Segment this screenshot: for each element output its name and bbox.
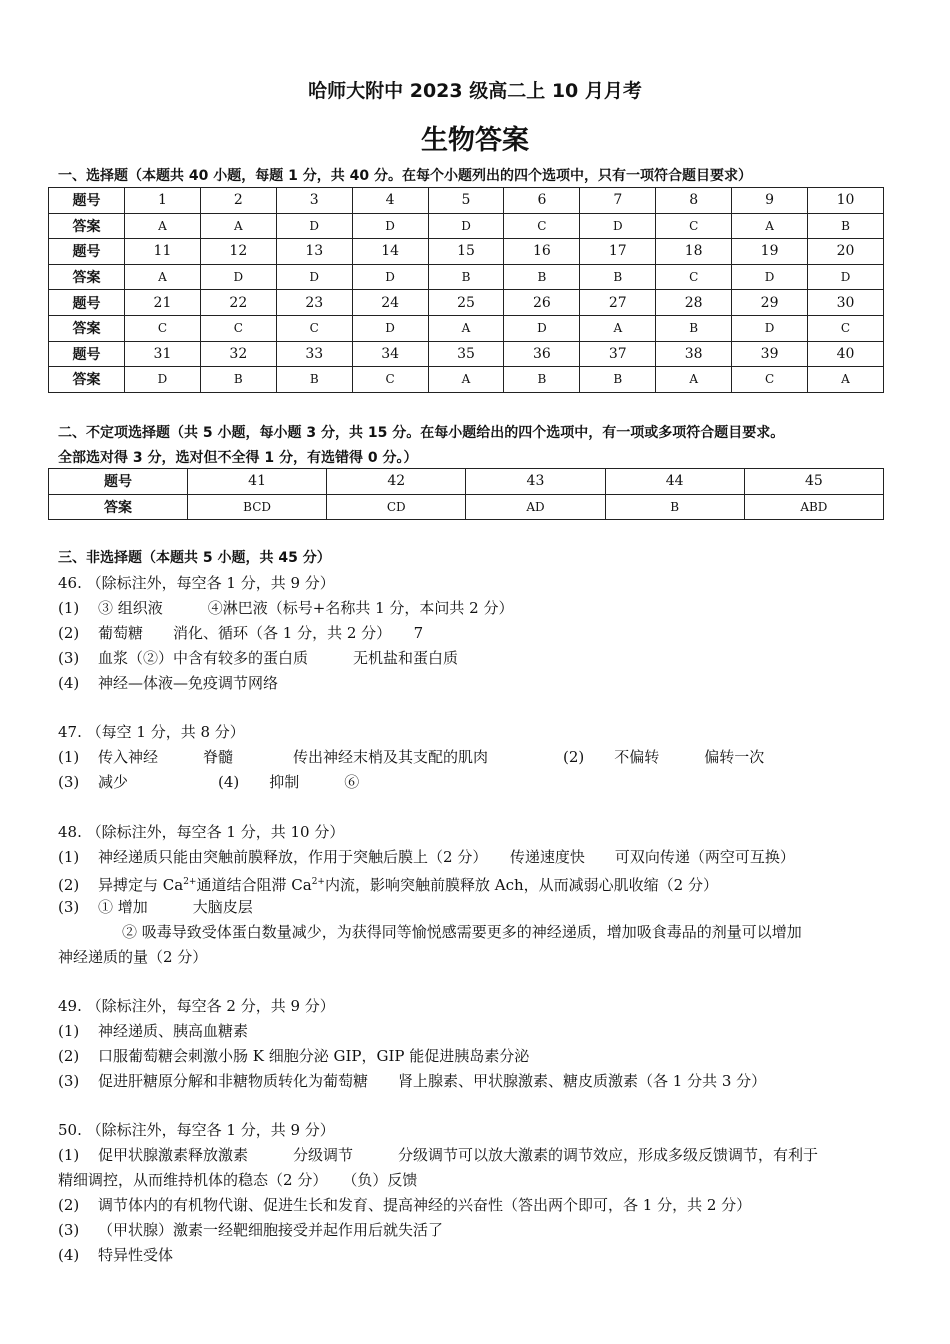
- answer-cell: B: [656, 315, 732, 341]
- q48-heading: 48. （除标注外，每空各 1 分，共 10 分）: [58, 823, 345, 841]
- q46-line-4: [58, 673, 278, 693]
- answer-cell: B: [200, 367, 276, 393]
- table-row: [49, 239, 884, 265]
- item-number: (2): [58, 1047, 80, 1065]
- table-row: [49, 188, 884, 214]
- item-number: (4): [58, 1246, 80, 1264]
- row-label-question: 题号: [49, 290, 125, 316]
- question-number: 15: [428, 239, 504, 265]
- question-number: 13: [276, 239, 352, 265]
- answer-text: 神经—体液—免疫调节网络: [98, 674, 279, 692]
- table-row: [49, 264, 884, 290]
- question-number: 39: [732, 341, 808, 367]
- question-number: 43: [466, 469, 605, 495]
- q47-heading: 47. （每空 1 分，共 8 分）: [58, 723, 245, 741]
- question-number: 32: [200, 341, 276, 367]
- answer-cell: C: [504, 213, 580, 239]
- section2-heading-line1: 二、不定项选择题（共 5 小题，每小题 3 分，共 15 分。在每小题给出的四个选项中，有一项或多项符合题目要求。: [58, 425, 785, 441]
- item-number: (1): [58, 1146, 80, 1164]
- answer-text: 减少 (4) 抑制 ⑥: [98, 773, 360, 791]
- answer-cell: AD: [466, 494, 605, 520]
- question-number: 38: [656, 341, 732, 367]
- q46-line-2: [58, 623, 423, 643]
- question-number: 19: [732, 239, 808, 265]
- answer-cell: ABD: [744, 494, 883, 520]
- question-number: 23: [276, 290, 352, 316]
- q48-line-5: 神经递质的量（2 分）: [58, 948, 208, 966]
- answer-cell: A: [656, 367, 732, 393]
- item-number: (2): [58, 876, 80, 894]
- answer-cell: A: [732, 213, 808, 239]
- item-number: (3): [58, 649, 80, 667]
- answer-cell: B: [580, 367, 656, 393]
- answer-text: 促甲状腺激素释放激素 分级调节 分级调节可以放大激素的调节效应，形成多级反馈调节，有利于: [98, 1146, 819, 1164]
- answer-cell: A: [428, 315, 504, 341]
- question-number: 8: [656, 188, 732, 214]
- question-number: 4: [352, 188, 428, 214]
- question-number: 21: [125, 290, 201, 316]
- q47-line-1: [58, 747, 764, 767]
- answer-cell: D: [125, 367, 201, 393]
- answer-text: 内流，影响突触前膜释放 Ach，从而减弱心肌收缩（2 分）: [324, 876, 718, 894]
- answer-text: 神经递质、胰高血糖素: [98, 1022, 249, 1040]
- answer-cell: D: [200, 264, 276, 290]
- question-number: 41: [188, 469, 327, 495]
- multi-answer-table: [48, 468, 884, 520]
- answer-cell: D: [808, 264, 884, 290]
- table-row: [49, 494, 884, 520]
- q50-heading: 50. （除标注外，每空各 1 分，共 9 分）: [58, 1121, 335, 1139]
- question-number: 12: [200, 239, 276, 265]
- question-number: 16: [504, 239, 580, 265]
- answer-cell: D: [276, 264, 352, 290]
- answer-text: 异搏定与 Ca: [98, 876, 184, 894]
- answer-cell: C: [656, 264, 732, 290]
- answer-cell: C: [276, 315, 352, 341]
- q47-line-2: [58, 772, 359, 792]
- answer-cell: A: [125, 264, 201, 290]
- answer-cell: D: [352, 315, 428, 341]
- q50-line-3: [58, 1195, 751, 1215]
- table-row: [49, 469, 884, 495]
- question-number: 9: [732, 188, 808, 214]
- question-number: 25: [428, 290, 504, 316]
- answer-cell: CD: [327, 494, 466, 520]
- question-number: 44: [605, 469, 744, 495]
- answer-cell: B: [580, 264, 656, 290]
- question-number: 33: [276, 341, 352, 367]
- answer-text: 调节体内的有机物代谢、促进生长和发育、提高神经的兴奋性（答出两个即可，各 1 分，共 2 分）: [98, 1196, 752, 1214]
- question-number: 30: [808, 290, 884, 316]
- answer-cell: C: [352, 367, 428, 393]
- item-number: (3): [58, 898, 80, 916]
- question-number: 20: [808, 239, 884, 265]
- item-number: (1): [58, 1022, 80, 1040]
- answer-cell: D: [352, 264, 428, 290]
- answer-text: 促进肝糖原分解和非糖物质转化为葡萄糖 肾上腺素、甲状腺激素、糖皮质激素（各 1 分共 3 分）: [98, 1072, 767, 1090]
- q50-line-1: [58, 1145, 818, 1165]
- q49-heading: 49. （除标注外，每空各 2 分，共 9 分）: [58, 997, 335, 1015]
- row-label-answer: 答案: [49, 213, 125, 239]
- answer-cell: C: [125, 315, 201, 341]
- item-number: (3): [58, 773, 80, 791]
- answer-cell: B: [428, 264, 504, 290]
- answer-cell: D: [428, 213, 504, 239]
- question-number: 3: [276, 188, 352, 214]
- q48-line-4: ② 吸毒导致受体蛋白数量减少，为获得同等愉悦感需要更多的神经递质，增加吸食毒品的剂量可以增加: [122, 923, 802, 941]
- answer-cell: C: [200, 315, 276, 341]
- answer-cell: D: [352, 213, 428, 239]
- row-label-question: 题号: [49, 188, 125, 214]
- answer-cell: D: [580, 213, 656, 239]
- item-number: (4): [58, 674, 80, 692]
- answer-cell: BCD: [188, 494, 327, 520]
- item-number: (2): [58, 624, 80, 642]
- q46-heading: 46. （除标注外，每空各 1 分，共 9 分）: [58, 574, 335, 592]
- answer-cell: A: [428, 367, 504, 393]
- table-row: [49, 315, 884, 341]
- row-label-answer: 答案: [49, 494, 188, 520]
- answer-text: （甲状腺）激素一经靶细胞接受并起作用后就失活了: [98, 1221, 444, 1239]
- question-number: 10: [808, 188, 884, 214]
- question-number: 42: [327, 469, 466, 495]
- row-label-question: 题号: [49, 239, 125, 265]
- question-number: 7: [580, 188, 656, 214]
- q50-line-2: 精细调控，从而维持机体的稳态（2 分） （负）反馈: [58, 1171, 418, 1189]
- question-number: 18: [656, 239, 732, 265]
- question-number: 6: [504, 188, 580, 214]
- question-number: 35: [428, 341, 504, 367]
- answer-cell: C: [808, 315, 884, 341]
- question-number: 14: [352, 239, 428, 265]
- answer-text: 神经递质只能由突触前膜释放，作用于突触后膜上（2 分） 传递速度快 可双向传递（两空可互换）: [98, 848, 795, 866]
- answer-text: ③ 组织液 ④淋巴液（标号+名称共 1 分，本问共 2 分）: [98, 599, 514, 617]
- section3-heading: 三、非选择题（本题共 5 小题，共 45 分）: [58, 550, 331, 566]
- table-row: [49, 213, 884, 239]
- question-number: 45: [744, 469, 883, 495]
- question-number: 22: [200, 290, 276, 316]
- q49-line-1: [58, 1021, 248, 1041]
- answer-cell: B: [605, 494, 744, 520]
- question-number: 24: [352, 290, 428, 316]
- answer-cell: C: [732, 367, 808, 393]
- answer-cell: A: [200, 213, 276, 239]
- q50-line-5: [58, 1245, 173, 1265]
- answer-text: 血浆（②）中含有较多的蛋白质 无机盐和蛋白质: [98, 649, 459, 667]
- answer-text: 传入神经 脊髓 传出神经末梢及其支配的肌肉 (2) 不偏转 偏转一次: [98, 748, 765, 766]
- mcq-answer-table: [48, 187, 884, 393]
- row-label-question: 题号: [49, 341, 125, 367]
- question-number: 37: [580, 341, 656, 367]
- question-number: 29: [732, 290, 808, 316]
- item-number: (1): [58, 748, 80, 766]
- q50-line-4: [58, 1220, 443, 1240]
- question-number: 27: [580, 290, 656, 316]
- q48-line-1: [58, 847, 795, 867]
- answer-cell: A: [580, 315, 656, 341]
- superscript: 2+: [311, 877, 325, 887]
- item-number: (1): [58, 599, 80, 617]
- question-number: 40: [808, 341, 884, 367]
- answer-cell: A: [125, 213, 201, 239]
- q49-line-2: [58, 1046, 529, 1066]
- answer-text: ① 增加 大脑皮层: [98, 898, 253, 916]
- row-label-answer: 答案: [49, 367, 125, 393]
- q49-line-3: [58, 1071, 766, 1091]
- answer-text: 通道结合阻滞 Ca: [196, 876, 312, 894]
- page-title: 哈师大附中 2023 级高二上 10 月月考: [308, 80, 642, 102]
- question-number: 17: [580, 239, 656, 265]
- answer-cell: D: [732, 264, 808, 290]
- superscript: 2+: [183, 877, 197, 887]
- section2-heading-line2: 全部选对得 3 分，选对但不全得 1 分，有选错得 0 分。）: [58, 450, 418, 466]
- question-number: 2: [200, 188, 276, 214]
- question-number: 36: [504, 341, 580, 367]
- item-number: (3): [58, 1221, 80, 1239]
- question-number: 31: [125, 341, 201, 367]
- question-number: 28: [656, 290, 732, 316]
- answer-cell: B: [504, 264, 580, 290]
- row-label-answer: 答案: [49, 315, 125, 341]
- q48-line-2: [58, 872, 718, 895]
- answer-cell: B: [504, 367, 580, 393]
- item-number: (1): [58, 848, 80, 866]
- row-label-question: 题号: [49, 469, 188, 495]
- answer-cell: D: [504, 315, 580, 341]
- table-row: [49, 290, 884, 316]
- q46-line-3: [58, 648, 458, 668]
- answer-text: 特异性受体: [98, 1246, 174, 1264]
- table-row: [49, 367, 884, 393]
- question-number: 1: [125, 188, 201, 214]
- question-number: 5: [428, 188, 504, 214]
- answer-text: 口服葡萄糖会刺激小肠 K 细胞分泌 GIP，GIP 能促进胰岛素分泌: [98, 1047, 530, 1065]
- item-number: (3): [58, 1072, 80, 1090]
- row-label-answer: 答案: [49, 264, 125, 290]
- question-number: 26: [504, 290, 580, 316]
- answer-cell: B: [276, 367, 352, 393]
- table-row: [49, 341, 884, 367]
- answer-cell: D: [732, 315, 808, 341]
- q46-line-1: [58, 598, 514, 618]
- item-number: (2): [58, 1196, 80, 1214]
- section1-heading: 一、选择题（本题共 40 小题，每题 1 分，共 40 分。在每个小题列出的四个选项中，只有一项符合题目要求）: [58, 168, 752, 184]
- answer-cell: B: [808, 213, 884, 239]
- answer-cell: D: [276, 213, 352, 239]
- answer-cell: A: [808, 367, 884, 393]
- page-subtitle: 生物答案: [421, 125, 529, 156]
- question-number: 34: [352, 341, 428, 367]
- q48-line-3: [58, 897, 253, 917]
- answer-text: 葡萄糖 消化、循环（各 1 分，共 2 分） 7: [98, 624, 424, 642]
- answer-cell: C: [656, 213, 732, 239]
- question-number: 11: [125, 239, 201, 265]
